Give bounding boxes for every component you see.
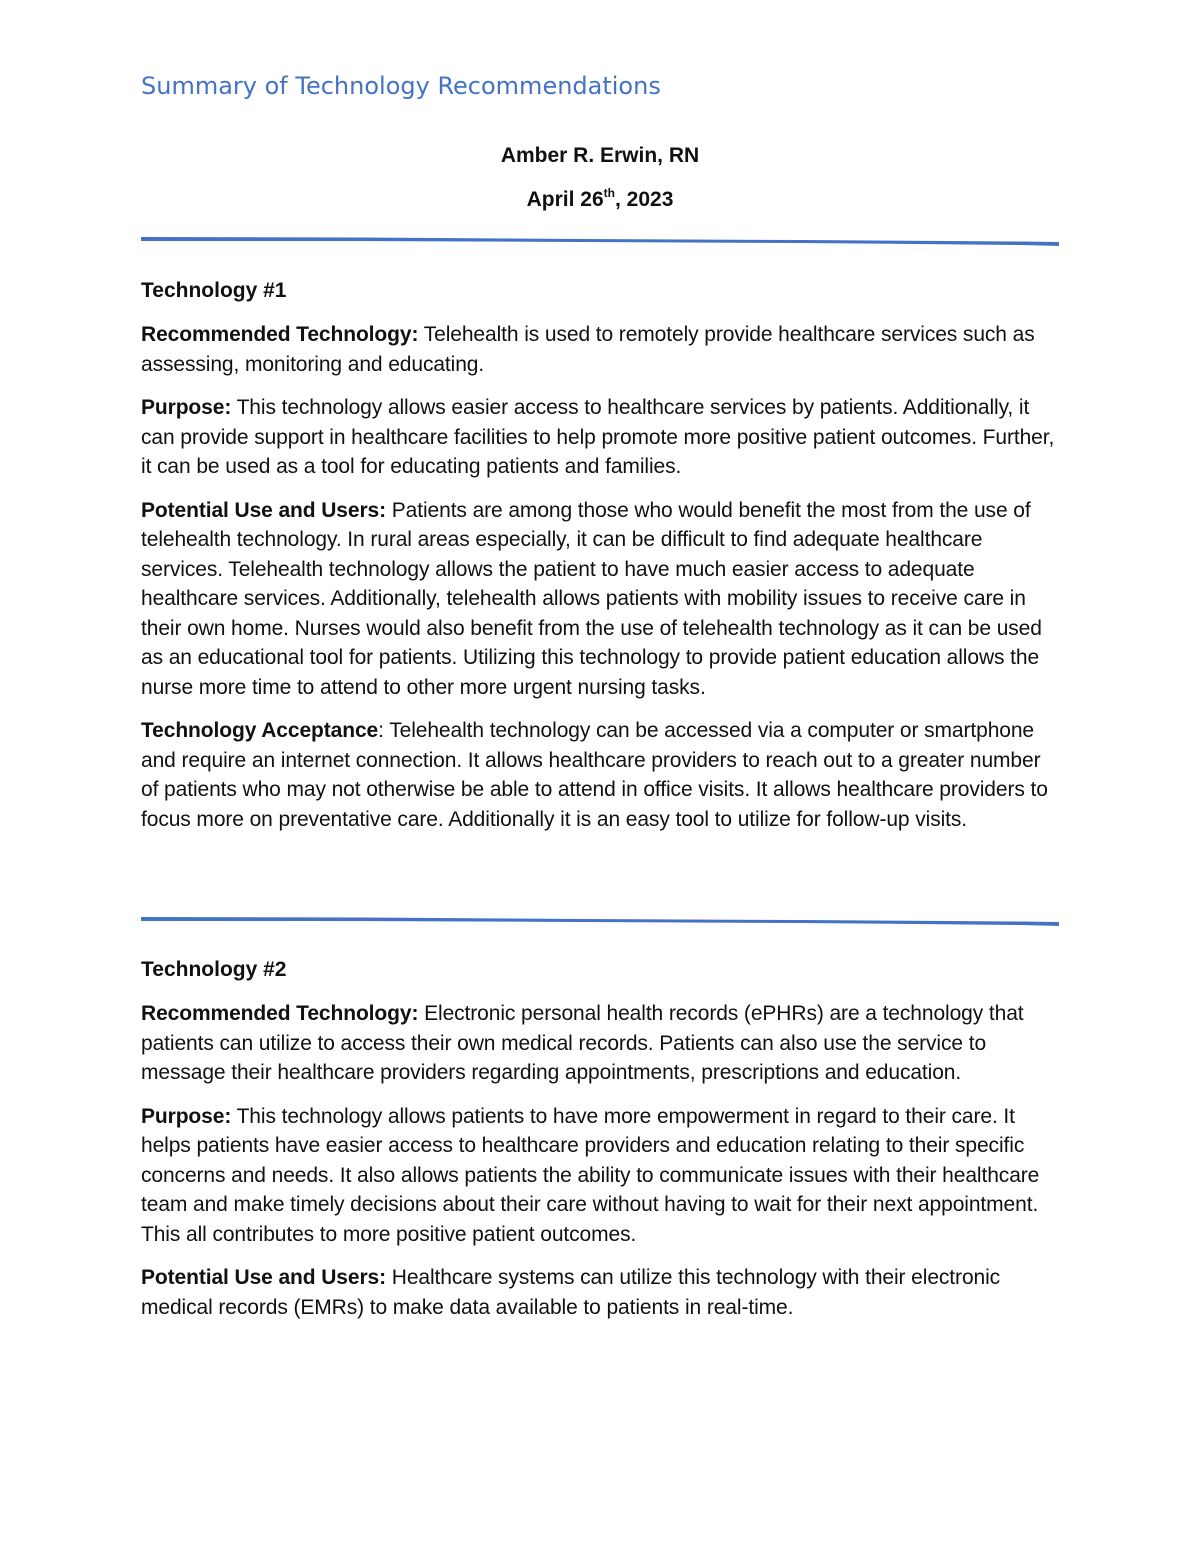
potential-use-label: Potential Use and Users: — [141, 1266, 387, 1289]
technology-section-1 — [141, 276, 1059, 848]
purpose-paragraph — [141, 393, 1059, 482]
recommended-technology-label: Recommended Technology: — [141, 1002, 419, 1025]
recommended-technology-paragraph — [141, 320, 1059, 379]
document-title: Summary of Technology Recommendations — [141, 72, 661, 100]
recommended-technology-paragraph — [141, 999, 1059, 1088]
section-heading: Technology #2 — [141, 958, 287, 981]
document-date — [141, 188, 1059, 212]
author-name: Amber R. Erwin, RN — [500, 144, 700, 167]
recommended-technology-label: Recommended Technology: — [141, 323, 419, 346]
purpose-label: Purpose: — [141, 396, 232, 419]
date-suffix: , 2023 — [614, 188, 674, 211]
divider-rule-top — [141, 234, 1059, 244]
section-heading: Technology #1 — [141, 279, 287, 302]
date-superscript: th — [603, 186, 615, 200]
recommended-technology-text: Electronic personal health records (ePHRs) are a technology that patients can utilize to access their own medical records. Patients can also use the service to message their healthcare providers regarding appointments, prescriptions and education. — [141, 1002, 1024, 1084]
potential-use-text: Patients are among those who would benefit the most from the use of telehealth technology. In rural areas especially, it can be difficult to find adequate healthcare services. Telehealth technology allows the patient to have much easier access to adequate healthcare services. Additionally, telehealth allows patients with mobility issues to receive care in their own home. Nurses would also benefit from the use of telehealth technology as it can be used as an educational tool for patients. Utilizing this technology to provide patient education allows the nurse more time to attend to other more urgent nursing tasks. — [141, 498, 1042, 699]
divider-rule-middle — [141, 914, 1059, 924]
technology-section-2 — [141, 955, 1059, 1336]
potential-use-label: Potential Use and Users: — [141, 498, 387, 522]
technology-acceptance-label: Technology Acceptance — [141, 719, 379, 742]
potential-use-paragraph — [141, 1263, 1059, 1322]
recommended-technology-text: Telehealth is used to remotely provide healthcare services such as assessing, monitoring and educating. — [141, 323, 1035, 376]
purpose-label: Purpose: — [141, 1104, 232, 1128]
purpose-paragraph — [141, 1102, 1059, 1250]
purpose-text: This technology allows easier access to healthcare services by patients. Additionally, it can provide support in healthcare facilities to help promote more positive patient outcomes. Further, it can be used as a tool for educating patients and families. — [141, 396, 1055, 478]
potential-use-text: Healthcare systems can utilize this technology with their electronic medical records (EMRs) to make data available to patients in real-time. — [141, 1266, 1001, 1319]
purpose-text: This technology allows patients to have more empowerment in regard to their care. It helps patients have easier access to healthcare providers and education relating to their specific concerns and needs. It also allows patients the ability to communicate issues with their healthcare team and make timely decisions about their care without having to wait for their next appointment. This all contributes to more positive patient outcomes. — [141, 1104, 1040, 1246]
technology-acceptance-text: : Telehealth technology can be accessed via a computer or smartphone and require an internet connection. It allows healthcare providers to reach out to a greater number of patients who may not otherwise be able to attend in office visits. It allows healthcare providers to focus more on preventative care. Additionally it is an easy tool to utilize for follow-up visits. — [141, 719, 1048, 831]
date-prefix: April 26 — [526, 188, 604, 211]
potential-use-paragraph — [141, 496, 1059, 703]
technology-acceptance-paragraph — [141, 716, 1059, 834]
